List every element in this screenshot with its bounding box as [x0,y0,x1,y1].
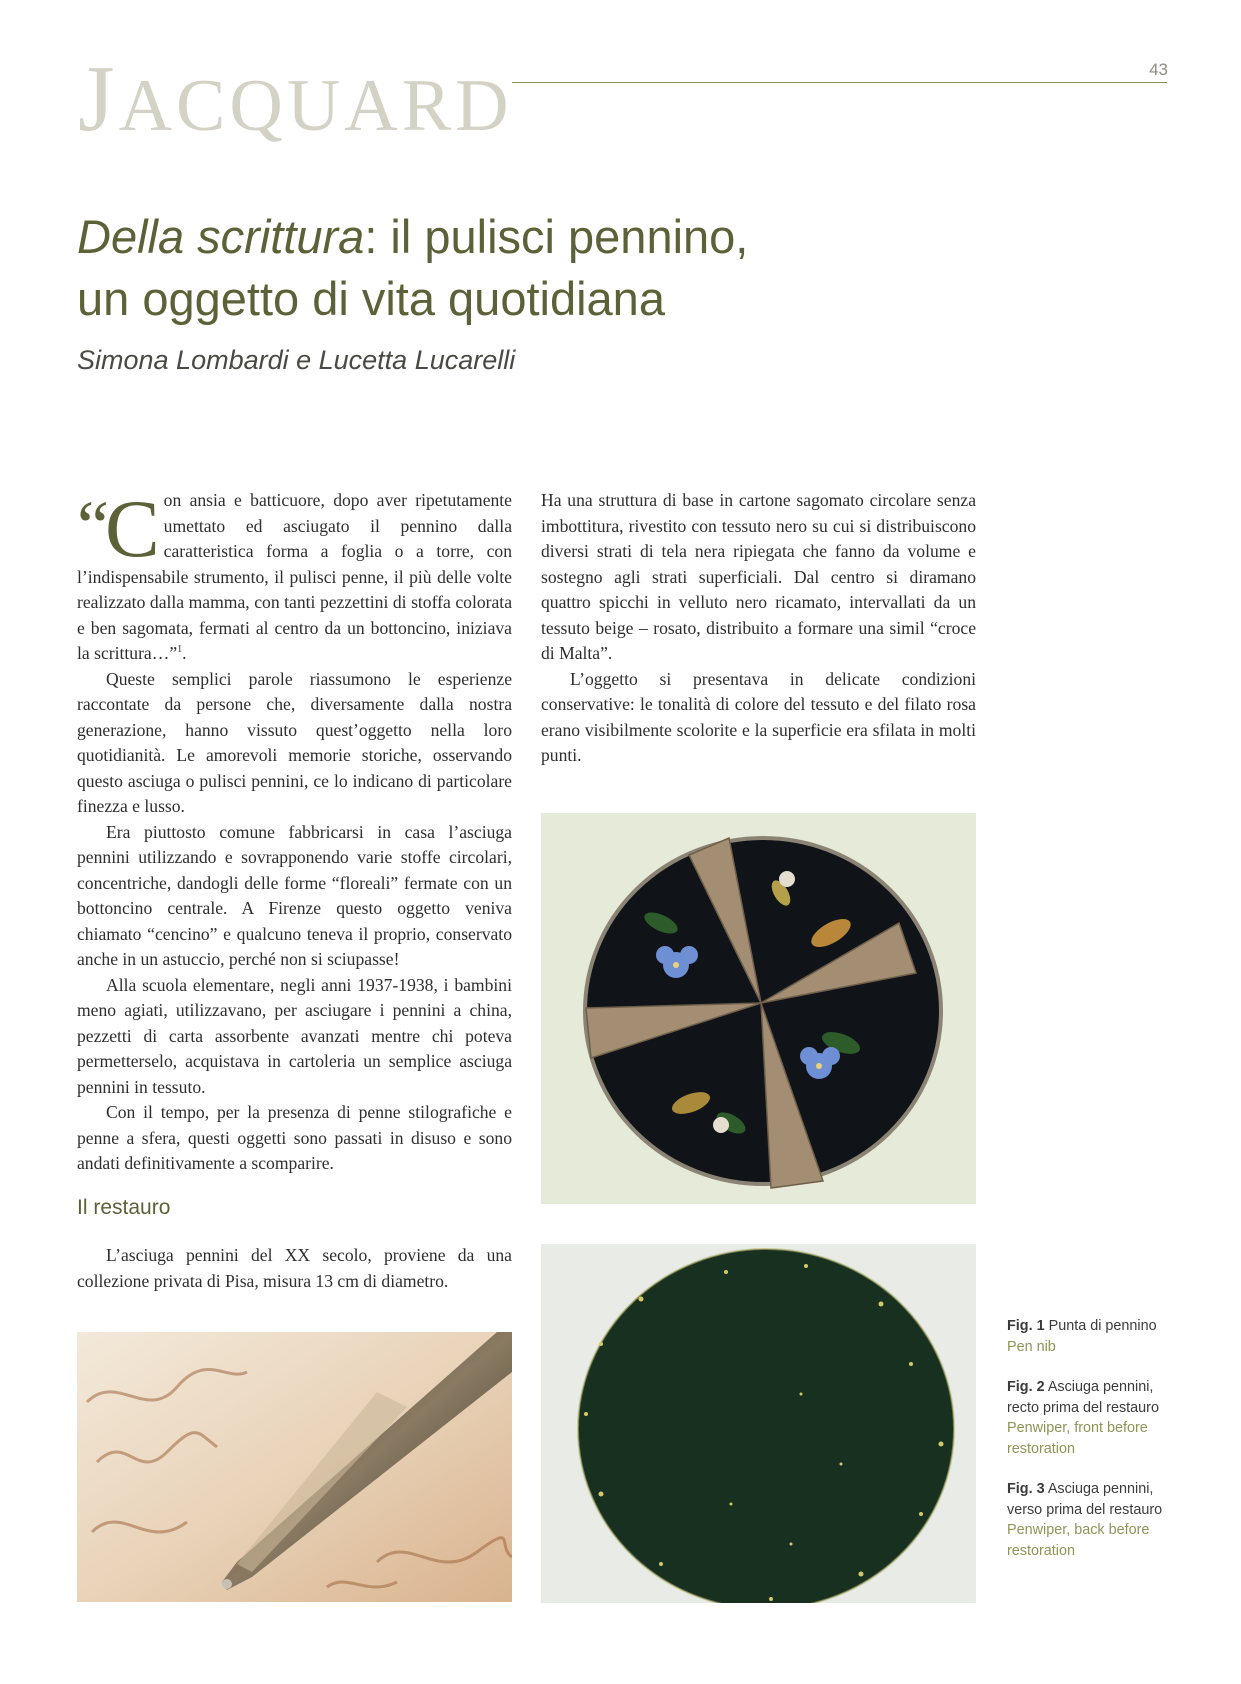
paragraph: Queste semplici parole riassumono le esperienze raccontate da persone che, diversamente dalla nostra generazione, hanno vissuto quest’oggetto nella loro quotidianità. Le amorevoli memorie storiche, osservando questo asciuga o pulisci pennini, ce lo indicano di particolare finezza e lusso. [77,668,512,816]
paragraph: Era piuttosto comune fabbricarsi in casa l’asciuga pennini utilizzando e sovrapponendo varie stoffe circolari, concentriche, dandogli delle forme “floreali” fermate con un bottoncino centrale. A Firenze questo oggetto veniva chiamato “cencino” e qualcuno teneva il proprio, conservato anche in un astuccio, perché non si sciupasse! [77,821,512,969]
right-column [541,488,976,769]
paragraph: L’asciuga pennini del XX secolo, proviene da una collezione privata di Pisa, misura 13 cm di diametro. [77,1245,512,1291]
caption-fig-2: Fig. 2 Asciuga pennini, recto prima del restauro Penwiper, front before restoration [1007,1379,1159,1457]
section-heading-restauro: Il restauro [77,1196,171,1219]
journal-brand-rest: ACQUARD [118,65,513,147]
drop-cap: “C [77,483,160,574]
figure-penwiper-back [541,1244,976,1603]
left-column [77,483,512,1177]
paragraph: Con il tempo, per la presenza di penne stilografiche e penne a sfera, questi oggetti sono passati in disuso e sono andati definitivamente a scomparire. [77,1102,512,1173]
restauro-text [77,1243,512,1294]
article-authors: Simona Lombardi e Lucetta Lucarelli [77,345,516,375]
figure-pen-nib [77,1332,512,1602]
article-title [77,206,977,330]
paragraph: Ha una struttura di base in cartone sagomato circolare senza imbottitura, rivestito con tessuto nero su cui si distribuiscono diversi strati di tela nera ripiegata che fanno da volume e sostegno agli strati superficiali. Dal centro si diramano quattro spicchi in velluto nero ricamato, intervallati da un tessuto beige – rosato, distribuito a formare una simil “croce di Malta”. [541,490,976,663]
caption-fig-3: Fig. 3 Asciuga pennini, verso prima del restauro Penwiper, back before restoration [1007,1481,1163,1559]
penwiper-back-image [541,1244,976,1603]
journal-brand-initial: J [78,47,119,151]
pen-nib-image [77,1332,512,1602]
journal-brand [78,47,513,151]
article-title-line2: un oggetto di vita quotidiana [77,272,665,325]
footnote-ref: 1 [177,644,183,656]
page-number: 43 [1149,60,1168,79]
caption-fig-1: Fig. 1 Punta di pennino Pen nib [1007,1318,1157,1355]
penwiper-front-image [541,813,976,1204]
figure-captions [1007,1316,1172,1581]
paragraph: L’oggetto si presentava in delicate condizioni conservative: le tonalità di colore del tessuto e del filato rosa erano visibilmente scolorite e la superficie era sfilata in molti punti. [541,668,976,765]
article-title-line1: : il pulisci pennino, [364,210,749,263]
figure-penwiper-front [541,813,976,1204]
header-rule [512,82,1167,83]
article-title-italic: Della scrittura [77,210,365,263]
paragraph-intro: “C on ansia e batticuore, dopo aver ripetutamente umettato ed asciugato il pennino dalla caratteristica forma a foglia o a torre, con l’indispensabile strumento, il pulisci penne, il più delle volte realizzato dalla mamma, con tanti pezzettini di stoffa colorata e ben sagomata, fermati al centro da un bottoncino, iniziava la scrittura…”$^1$. [77,483,512,663]
paragraph: Alla scuola elementare, negli anni 1937-1938, i bambini meno agiati, utilizzavano, per asciugare i pennini a china, pezzetti di carta assorbente avanzati mentre chi poteva permetterselo, acquistava in cartoleria un semplice asciuga pennini in tessuto. [77,974,512,1097]
